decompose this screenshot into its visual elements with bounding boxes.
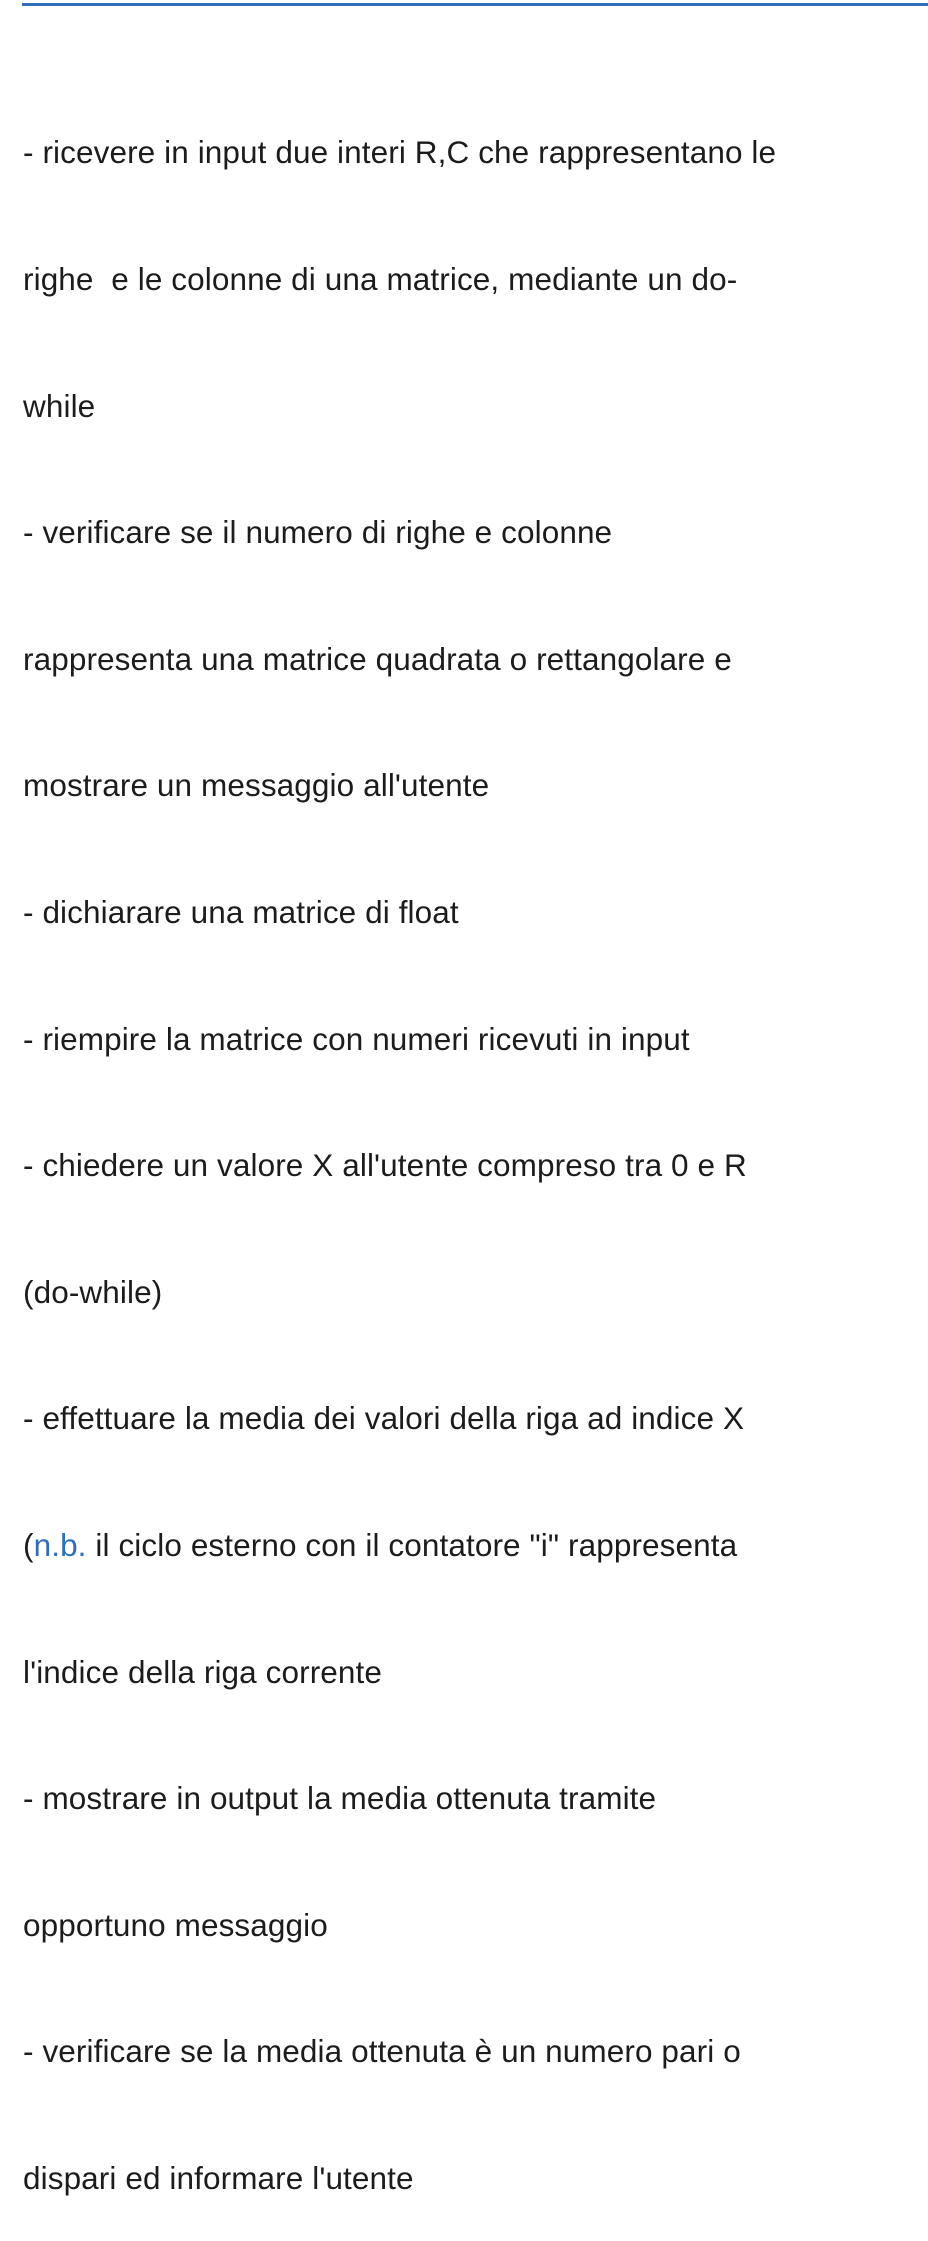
note-line: - verificare se la media ottenuta è un numero pari o bbox=[23, 2033, 741, 2070]
note-text: il ciclo esterno con il contatore "i" rappresenta bbox=[86, 1526, 738, 1563]
note-line: dispari ed informare l'utente bbox=[23, 2159, 414, 2196]
nb-link[interactable]: n.b. bbox=[33, 1526, 87, 1563]
note-line: - dichiarare una matrice di float bbox=[23, 893, 459, 930]
note-line: - mostrare in output la media ottenuta tramite bbox=[23, 1780, 657, 1817]
note-body bbox=[23, 47, 918, 2241]
note-line: righe e le colonne di una matrice, mediante un do- bbox=[23, 261, 738, 297]
note-line: mostrare un messaggio all'utente bbox=[23, 767, 490, 804]
note-line: (do-while) bbox=[23, 1273, 163, 1310]
top-divider bbox=[22, 3, 928, 6]
note-line-with-link bbox=[23, 1524, 918, 1566]
note-line: - ricevere in input due interi R,C che rappresentano le bbox=[23, 134, 777, 171]
note-line: - chiedere un valore X all'utente compreso tra 0 e R bbox=[23, 1147, 747, 1184]
note-text: ( bbox=[23, 1526, 34, 1563]
note-line: opportuno messaggio bbox=[23, 1906, 328, 1943]
note-line: - effettuare la media dei valori della riga ad indice X bbox=[23, 1400, 745, 1437]
note-line: l'indice della riga corrente bbox=[23, 1653, 383, 1690]
note-line: - verificare se il numero di righe e colonne bbox=[23, 514, 613, 551]
note-line: while bbox=[23, 387, 96, 424]
note-line: - riempire la matrice con numeri ricevuti in input bbox=[23, 1020, 690, 1057]
note-line: rappresenta una matrice quadrata o rettangolare e bbox=[23, 640, 732, 677]
